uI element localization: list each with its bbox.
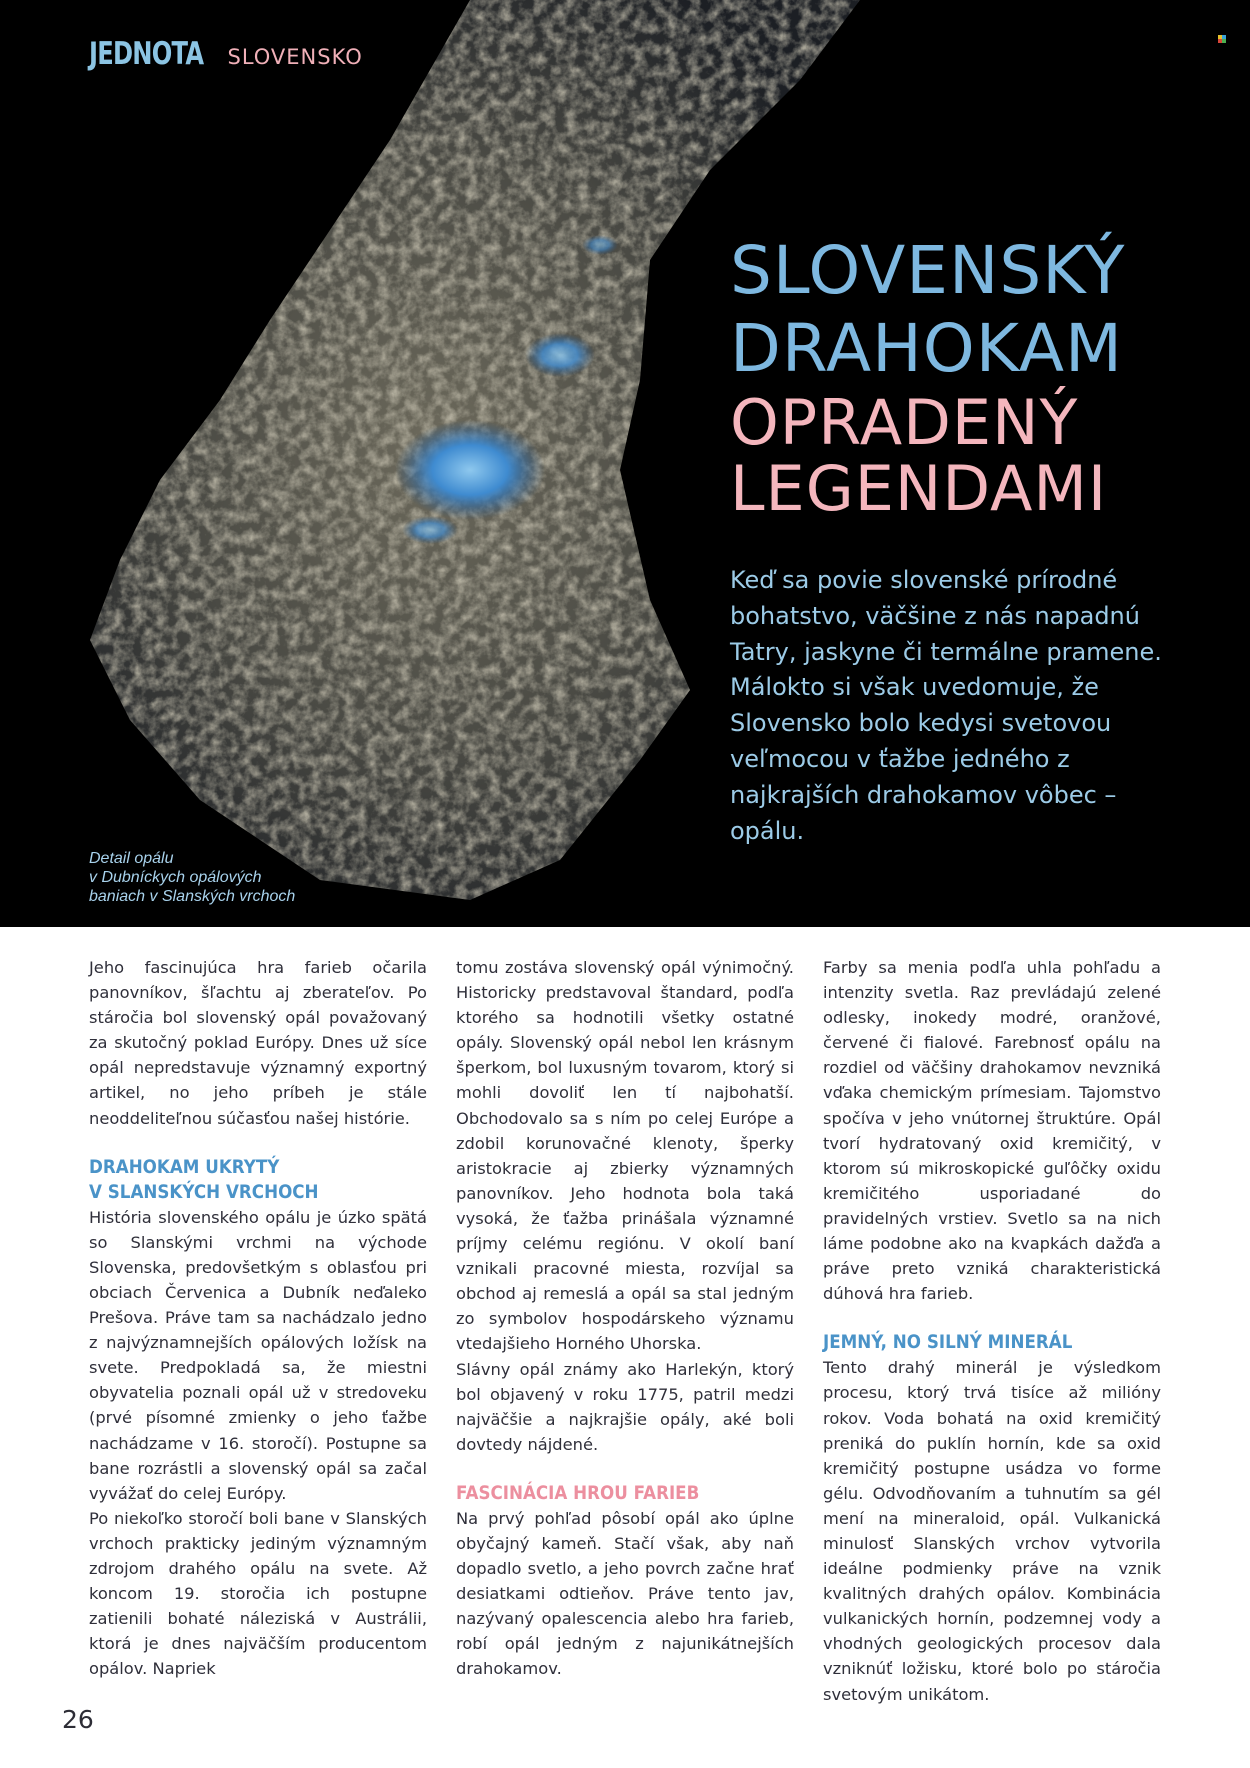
caption-line-1: Detail opálu xyxy=(89,850,174,867)
brand-name: JEDNOTA xyxy=(89,36,204,72)
column-1 xyxy=(89,955,427,1681)
paragraph: História slovenského opálu je úzko spätá so Slanskými vrchmi na východe Slovenska, predovšetkým s oblasťou pri obciach Červenica a Dubník neďaleko Prešova. Práve tam sa nachádzalo jedno z najvýznamnejších opálových ložísk na svete. Predpokladá sa, že miestni obyvatelia poznali opál už v stredoveku (prvé písomné zmienky o jeho ťažbe nachádzame v 16. storočí). Postupne sa bane rozrástli a slovenský opál sa začal vyvážať do celej Európy. xyxy=(89,1207,427,1503)
caption-line-3: baniach v Slanských vrchoch xyxy=(89,888,296,905)
headline-line-1: SLOVENSKÝ xyxy=(730,232,1126,309)
headline-line-2: DRAHOKAM xyxy=(730,310,1123,387)
brand-region: SLOVENSKO xyxy=(227,45,363,69)
page-number: 26 xyxy=(62,1705,94,1734)
headline-line-4: LEGENDAMI xyxy=(730,452,1108,525)
subheading xyxy=(89,1155,386,1205)
paragraph: Na prvý pohľad pôsobí opál ako úplne obyčajný kameň. Stačí však, aby naň dopadlo svetlo, a jeho povrch začne hrať desiatkami odtieňov. Práve tento jav, nazývaný opalescencia alebo hra farieb, robí opál jedným z najunikátnejších drahokamov. xyxy=(456,1508,794,1679)
photo-caption xyxy=(89,849,295,906)
color-mark-icon xyxy=(1218,35,1226,43)
paragraph: Jeho fascinujúca hra farieb očarila panovníkov, šľachtu aj zberateľov. Po stáročia bol slovenský opál považovaný za skutočný poklad Európy. Dnes už síce opál nepredstavuje významný exportný artikel, no jeho príbeh je stále neoddeliteľnou súčasťou našej histórie. xyxy=(89,958,427,1128)
paragraph: Farby sa menia podľa uhla pohľadu a intenzity svetla. Raz prevládajú zelené odlesky, inokedy modré, oranžové, červené či fialové. Farebnosť opálu na rozdiel od väčšiny drahokamov nevzniká vďaka chemickým prímesiam. Tajomstvo spočíva v jeho vnútornej štruktúre. Opál tvorí hydratovaný oxid kremičitý, v ktorom sú mikroskopické guľôčky oxidu kremičitého usporiadané do pravidelných vrstiev. Svetlo sa na nich láme podobne ako na kvapkách dažďa a práve preto vzniká charakteristická dúhová hra farieb. xyxy=(823,958,1161,1304)
lead-paragraph: Keď sa povie slovenské prírodné bohatstvo, väčšine z nás napadnú Tatry, jaskyne či termálne pramene. Málokto si však uvedomuje, že Slovensko bolo kedysi svetovou veľmocou v ťažbe jedného z najkrajších drahokamov vôbec – opálu. xyxy=(730,566,1162,845)
paragraph: Tento drahý minerál je výsledkom procesu, ktorý trvá tisíce až milióny rokov. Voda bohatá na oxid kremičitý preniká do puklín hornín, kde sa oxid kremičitý postupne usádza vo forme gélu. Odvodňovaním a tuhnutím sa gél mení na mineraloid, opál. Vulkanická minulosť Slanských vrchov vytvorila ideálne podmienky práve na vznik kvalitných drahých opálov. Kombinácia vulkanických hornín, podzemnej vody a vhodných geologických procesov dala vzniknúť ložisku, ktoré bolo po stáročia svetovým unikátom. xyxy=(823,1358,1161,1704)
column-3 xyxy=(823,955,1161,1707)
headline-pink xyxy=(730,386,1108,525)
headline-blue xyxy=(730,232,1125,388)
brand-logo xyxy=(89,36,363,72)
paragraph: Po niekoľko storočí boli bane v Slanských vrchoch prakticky jediným významným zdrojom drahého opálu na svete. Až koncom 19. storočia ich postupne zatienili bohaté náleziská v Austrálii, ktorá je dnes najväčším producentom opálov. Napriek xyxy=(89,1508,427,1679)
headline-line-3: OPRADENÝ xyxy=(730,386,1079,459)
subheading: FASCINÁCIA HROU FARIEB xyxy=(456,1481,700,1504)
caption-line-2: v Dubníckych opálových xyxy=(89,869,262,886)
subheading-line-2: V SLANSKÝCH VRCHOCH xyxy=(89,1180,319,1203)
paragraph: Slávny opál známy ako Harlekýn, ktorý bol objavený v roku 1775, patril medzi najväčšie a najkrajšie opály, aké boli dovtedy nájdené. xyxy=(456,1359,794,1454)
subheading-line-1: DRAHOKAM UKRYTÝ xyxy=(89,1155,280,1178)
column-2 xyxy=(456,955,794,1682)
subheading: JEMNÝ, NO SILNÝ MINERÁL xyxy=(823,1331,1073,1354)
paragraph: tomu zostáva slovenský opál výnimočný. Historicky predstavoval štandard, podľa ktorého sa hodnotili všetky ostatné opály. Slovenský opál nebol len krásnym šperkom, bol luxusným tovarom, ktorý si mohli dovoliť len tí najbohatší. Obchodovalo sa s ním po celej Európe a zdobil korunovačné klenoty, šperky aristokracie aj zbierky významných panovníkov. Jeho hodnota bola taká vysoká, že ťažba prinášala významné príjmy celému regiónu. V okolí baní vznikali pracovné miesta, rozvíjal sa obchod aj remeslá a opál sa stal jedným zo symbolov hospodárskeho významu vtedajšieho Horného Uhorska. xyxy=(456,958,794,1354)
